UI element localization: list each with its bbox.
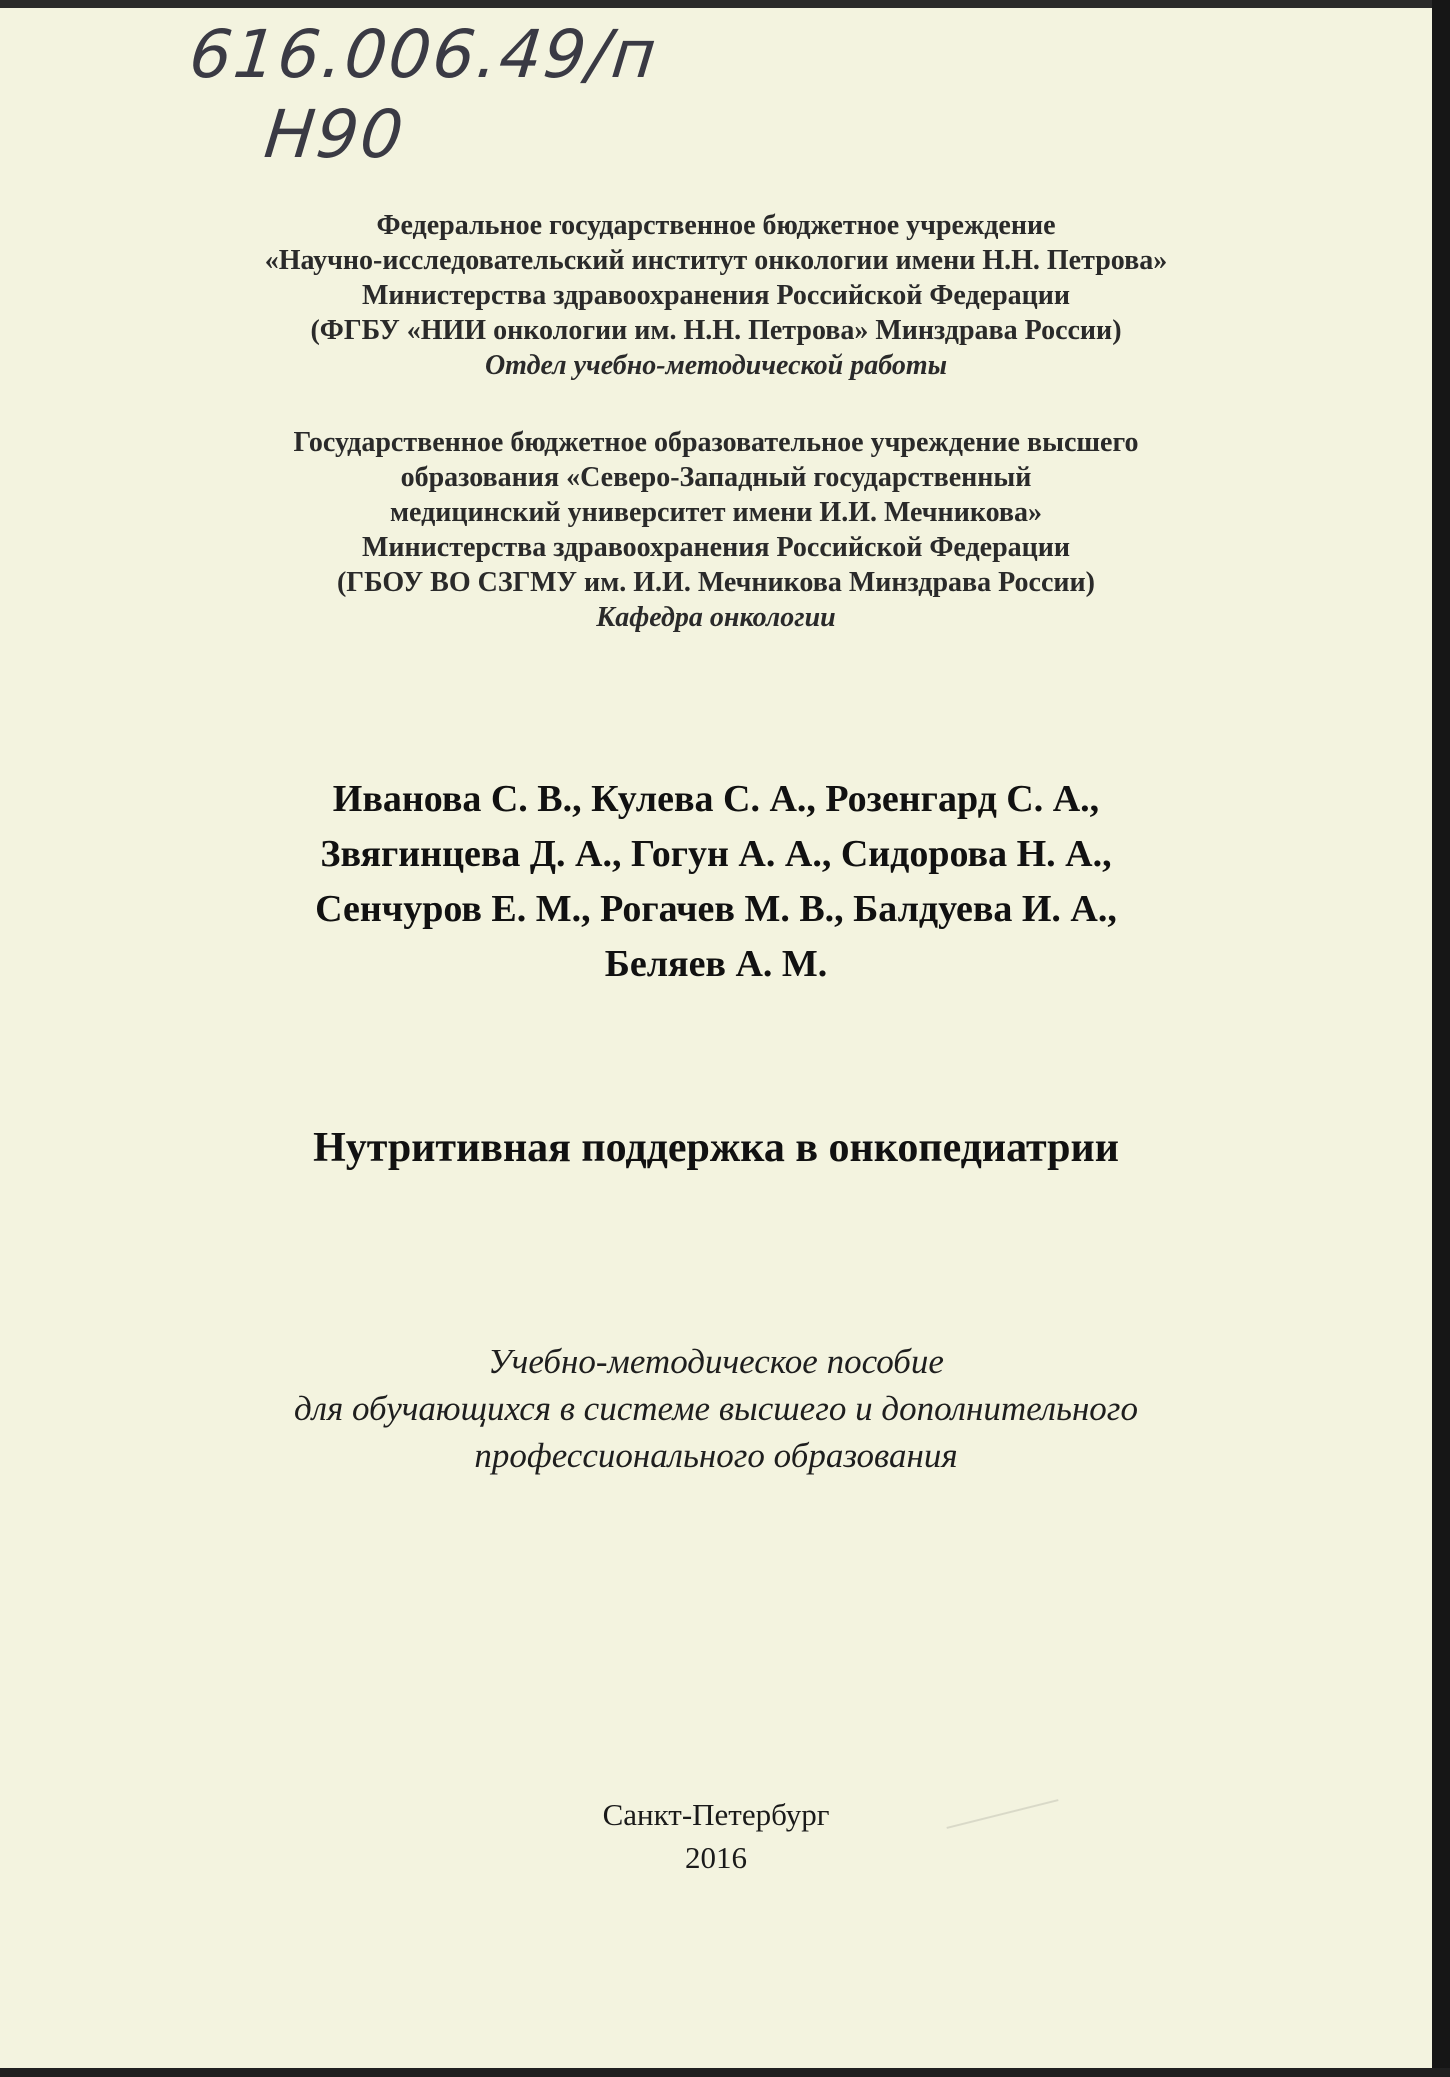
authors-line: Иванова С. В., Кулева С. А., Розенгард С. А.,: [332, 778, 1100, 820]
handwritten-classification-code: 616.006.49/п: [185, 16, 662, 93]
publication-footer: [0, 1793, 1432, 1879]
institution-2-line: Министерства здравоохранения Российской Федерации: [361, 532, 1071, 563]
institution-1-line: Министерства здравоохранения Российской Федерации: [361, 280, 1071, 311]
authors-line: Беляев А. М.: [604, 943, 828, 985]
institution-1-line: (ФГБУ «НИИ онкологии им. Н.Н. Петрова» Минздрава России): [310, 315, 1122, 346]
scan-top-edge: [0, 0, 1450, 8]
subtitle-line: профессионального образования: [474, 1436, 958, 1475]
document-title-text: Нутритивная поддержка в онкопедиатрии: [313, 1125, 1119, 1171]
subtitle-line: Учебно-методическое пособие: [488, 1342, 944, 1381]
authors-line: Сенчуров Е. М., Рогачев М. В., Балдуева И. А.,: [315, 888, 1117, 930]
institution-2-line: Государственное бюджетное образовательное учреждение высшего: [293, 427, 1139, 458]
handwritten-author-mark: Н90: [260, 96, 409, 173]
publication-city: Санкт-Петербург: [602, 1797, 830, 1832]
authors-line: Звягинцева Д. А., Гогун А. А., Сидорова Н. А.,: [320, 833, 1112, 875]
institution-1-block: [0, 208, 1432, 383]
title-page: [0, 8, 1432, 2068]
subtitle-line: для обучающихся в системе высшего и дополнительного: [294, 1389, 1138, 1428]
institution-2-line: (ГБОУ ВО СЗГМУ им. И.И. Мечникова Минздрава России): [336, 567, 1096, 598]
scan-right-edge: [1432, 0, 1450, 2077]
document-subtitle: [0, 1338, 1432, 1479]
institution-2-line: медицинский университет имени И.И. Мечникова»: [389, 497, 1043, 528]
institution-1-line: «Научно-исследовательский институт онкологии имени Н.Н. Петрова»: [264, 245, 1168, 276]
institution-1-department: Отдел учебно-методической работы: [484, 350, 948, 381]
authors-list: [0, 772, 1432, 992]
institution-2-block: [0, 425, 1432, 635]
institution-2-department: Кафедра онкологии: [596, 602, 836, 633]
institution-1-line: Федеральное государственное бюджетное учреждение: [376, 210, 1056, 241]
publication-year: 2016: [685, 1840, 747, 1875]
document-title: [0, 1120, 1432, 1176]
scan-bottom-edge: [0, 2068, 1450, 2077]
institution-2-line: образования «Северо-Западный государственный: [400, 462, 1032, 493]
